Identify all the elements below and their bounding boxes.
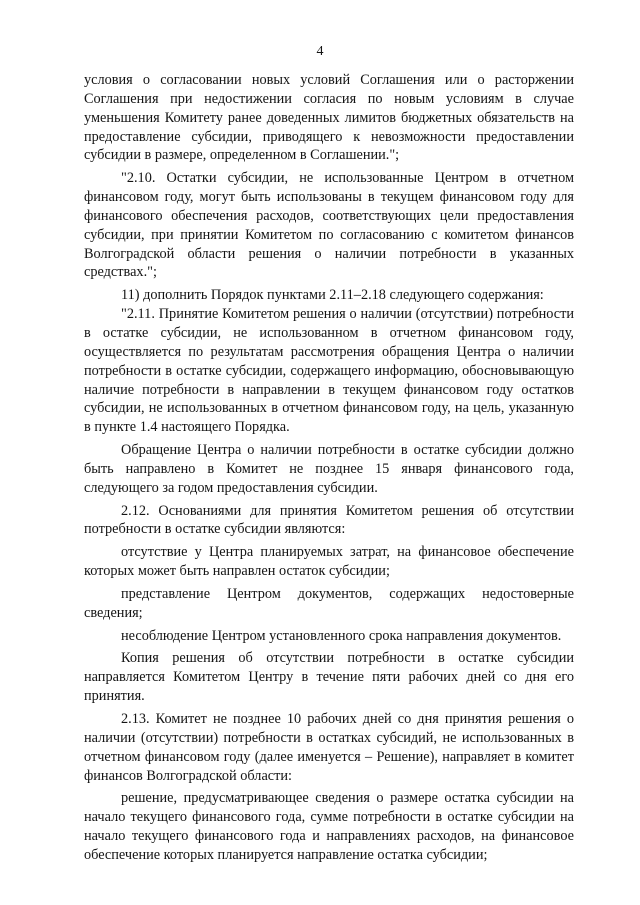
document-body <box>84 71 574 865</box>
paragraph-appeal-deadline: Обращение Центра о наличии потребности в остатке субсидии должно быть направлено в Комитет не позднее 15 января финансового года, следующего за годом предоставления субсидии. <box>84 442 574 496</box>
paragraph-2-10: "2.10. Остатки субсидии, не использованные Центром в отчетном финансовом году, могут быть использованы в текущем финансовом году для финансового обеспечения расходов, соответствующих цели предоставления субсидии, при принятии Комитетом по согласованию с комитетом финансов Волгоградской области решения о наличии потребности в указанных средствах."; <box>84 170 574 281</box>
paragraph-continuation-conditions: условия о согласовании новых условий Соглашения или о расторжении Соглашения при недостижении согласия по новым условиям в случае уменьшения Комитету ранее доведенных лимитов бюджетных обязательств на предоставление субсидии, приводящего к невозможности предоставлении субсидии в размере, определенном в Соглашении."; <box>84 72 574 164</box>
paragraph-decision-copy: Копия решения об отсутствии потребности в остатке субсидии направляется Комитетом Центру в течение пяти рабочих дней со дня его принятия. <box>84 650 574 705</box>
paragraph-2-13: 2.13. Комитет не позднее 10 рабочих дней со дня принятия решения о наличии (отсутствии) потребности в остатках субсидий, не использованных в отчетном финансовом году (далее именуется – Решение), направляет в комитет финансов Волгоградской области: <box>84 711 574 784</box>
paragraph-ground-missed-deadline: несоблюдение Центром установленного срока направления документов. <box>121 627 562 644</box>
paragraph-ground-false-docs: представление Центром документов, содержащих недостоверные сведения; <box>84 585 574 621</box>
paragraph-2-11: "2.11. Принятие Комитетом решения о наличии (отсутствии) потребности в остатке субсидии, не использованном в отчетном финансовом году, осуществляется по результатам рассмотрения обращения Центра о наличии потребности в остатке субсидии, содержащего информацию, обосновывающую наличие потребности в направлении в текущем финансовом году остатков субсидии, не использованных в отчетном финансовом году, на цель, указанную в пункте 1.4 настоящего Порядка. <box>84 306 574 436</box>
page-number: 4 <box>316 44 324 59</box>
paragraph-ground-no-costs: отсутствие у Центра планируемых затрат, на финансовое обеспечение которых может быть направлен остаток субсидии; <box>84 544 574 580</box>
paragraph-decision-contents: решение, предусматривающее сведения о размере остатка субсидии на начало текущего финансового года, сумме потребности в остатке субсидии на начало текущего финансового года и направлениях расходов, на финансовое обеспечение которых планируется направление остатка субсидии; <box>84 790 574 863</box>
paragraph-2-12: 2.12. Основаниями для принятия Комитетом решения об отсутствии потребности в остатке субсидии являются: <box>84 502 574 538</box>
paragraph-item-11: 11) дополнить Порядок пунктами 2.11–2.18 следующего содержания: <box>121 287 544 304</box>
